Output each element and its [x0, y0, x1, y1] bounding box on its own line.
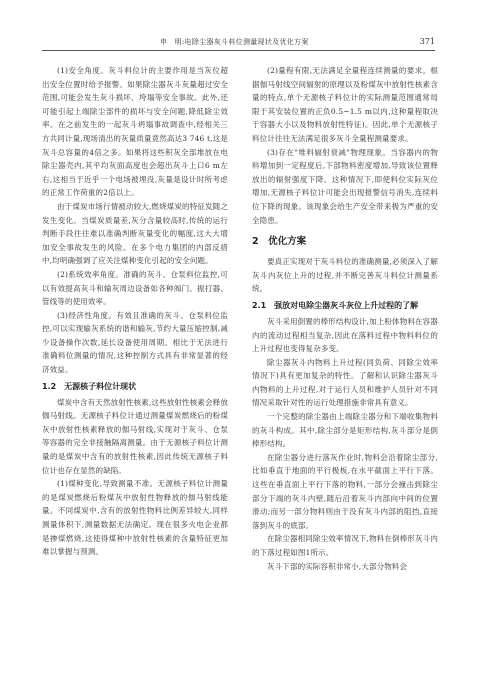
paragraph: 煤炭中含有天然放射性核素,这些放射性核素会释放伽马射线。无源核子料位计通过测量煤炭燃烧后的粉煤灰中放射性核素释放的伽马射线,实现对于灰斗、仓泵等容器的完全非接触隔离测量。由于无源核子料位计测量的是煤炭中含有的放射性核素,因此传统无源核子料位计也存在显然的缺陷。	[42, 397, 228, 475]
page-number: 371	[419, 37, 435, 46]
left-column	[42, 64, 228, 559]
section-heading-1-2: 1.2 无源核子料位计现状	[42, 381, 137, 391]
paragraph: 在除尘器分进行落灰作业时,物料会沿着除尘部分,比如垂直于地面的平行极板,在水平截面上平行下落。这些在垂直面上平行下落的物料,一部分会撞击到除尘部分下端的灰斗内壁,随后沿着灰斗内部向中间的位置滑动;而另一部分物料则由于没有灰斗内部的阻挡,直接落到灰斗的底部。	[252, 452, 438, 530]
running-title: 申 明:电除尘器灰斗料位测量现状及优化方案	[160, 38, 309, 46]
right-column	[252, 64, 438, 573]
paragraph: (2)系统效率角度。准确的灰斗、仓泵料位监控,可以有效提高灰斗和输灰周边设备如各种阀门、振打器、管线等的使用效率。	[42, 269, 228, 307]
paragraph: 一个完整的除尘器由上端除尘器分和下端收集物料的灰斗构成。其中,除尘部分是矩形结构,灰斗部分是倒棒形结构。	[252, 412, 438, 449]
paragraph: (2)量程有限,无法满足全量程连续测量的要求。根据伽马射线空间辐射的原理以及粉煤灰中放射性核素含量的特点,单个无源核子料位计的实际测量范围通常局限于其安装位置的正负0.5~1.5 m以内,这种量程取决于容器大小以及物料放射性特征)。因此,单个无源核子料位计往往无法满足很多灰斗全量程测量要求。	[252, 66, 438, 143]
paragraph: 灰斗下部的实际容积非常小,大部分物料会	[267, 561, 408, 571]
paragraph: 要真正实现对于灰斗料位的准确测量,必须深入了解灰斗内灰位上升的过程,并不断完善灰斗料位计测量系统。	[252, 257, 438, 294]
paragraph: (1)煤种变化,导致测量不准。无源核子料位计测量的是煤炭燃烧后粉煤灰中放射性物释放的伽马射线能量。不同煤炭中,含有的放射性物料比例差异较大,同样测量体积下,测量数据无法确定。现在很多火电企业都是掺煤燃烧,这使得煤种中放射性核素的含量特征更加难以掌握与预测。	[42, 479, 228, 557]
section-heading-2: 2 优化方案	[252, 236, 307, 248]
paragraph: 除尘器灰斗内物料上升过程(同负荷、同除尘效率情况下)具有更加复杂的特性。了解和认识除尘器灰斗内物料的上升过程,对于运行人员和维护人员针对不同情况采取针对性的运行处理措施非常具有意义。	[252, 357, 438, 408]
paragraph: 由于煤炭市场行情被动较大,燃烧煤炭的特征发随之发生变化。当煤炭质量差,灰分含量较高时,传统的运行判断手段往往难以准确判断灰量变化的幅度,这大大增加安全事故发生的风险。在多个电力集团的内部反措中,均明确强调了应关注煤种变化引起的安全问题。	[42, 201, 228, 266]
running-header	[42, 36, 435, 51]
section-heading-2-1: 2.1 强放对电除尘器灰斗灰位上升过程的了解	[252, 300, 419, 310]
paragraph: 灰斗采用倒置的棒形结构设计,加上粉体物料在容器内的流动过程相当复杂,因此在落料过程中物料料位的上升过程也变得复杂多变。	[252, 316, 438, 354]
paragraph: (3)存在"堆料辐射衰减"物理现象。当容器内的物料增加到一定程度后,下部物料密度增加,导致该位置释放出的辐射强度下降。这种情况下,即使料位实际灰位增加,无源核子料位计可能会出现报警信号消失,连续料位下降的现象。该现象会给生产安全带来极为严重的安全隐患。	[252, 147, 438, 225]
paragraph: 在除尘器相同除尘效率情况下,物料在倒棒形灰斗内的下落过程如图1所示。	[252, 534, 438, 557]
paragraph: (1)安全角度。灰斗料位计的主要作用是当灰位超出安全位置时给予报警。如果除尘器灰斗灰量超过安全范围,可能会发生灰斗损坏、垮塌等安全事故。此外,还可能引起上端除尘部件的损坏与安全问题,降低除尘效率。在之前发生的一起灰斗坍塌事故调查中,经相关三方共同计量,现场清出的灰量质量竟然高达3 746 t,这是灰斗总容量的4倍之多。如果将这些积灰全部堆放在电除尘器壳内,其平均灰面高度也会超出灰斗上口6 m左右,这相当于近乎一个电场被埋没,灰量是设计时所考虑的正常工作荷重的2倍以上。	[42, 66, 228, 198]
paragraph: (3)经济性角度。有效且准确的灰斗、仓泵料位监控,可以实现输灰系统的谐和输灰,节约大量压缩控制,减少设备操作次数,延长设备使用周期。相比于无法进行准确料位测量的情况,这种控制方式具有非常显著的经济效益。	[42, 310, 228, 375]
